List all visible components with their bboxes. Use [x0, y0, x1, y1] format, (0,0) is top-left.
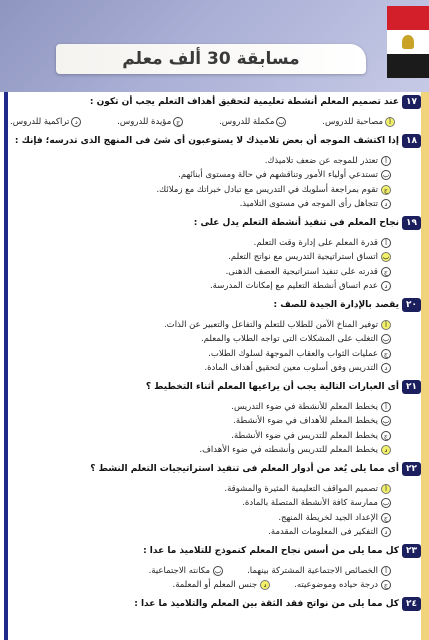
questions-list: [10, 95, 421, 640]
question-number: ٢٤: [402, 597, 421, 611]
option-b: ب التغلب على المشكلات التى تواجه الطلاب والمعلم.: [201, 334, 390, 344]
question-24: [10, 597, 421, 611]
option-c: ج مؤيدة للدروس.: [117, 115, 183, 130]
question-number: ٢٠: [402, 298, 421, 312]
question-text: ٢٣ كل مما يلى من أسس نجاح المعلم كنموذج للتلاميذ ما عدا :: [10, 544, 399, 558]
left-rail: [4, 92, 8, 640]
option-d: د تراكمية للدروس.: [10, 115, 81, 130]
option-c: ج عمليات الثواب والعقاب الموجهة لسلوك الطلاب.: [10, 347, 391, 362]
option-a: أ الخصائص الاجتماعية المشتركة بينهما.: [247, 564, 391, 579]
question-19: [10, 216, 421, 294]
right-rail: [421, 92, 429, 640]
option-c: ج الإعداد الجيد لخريطة المنهج.: [10, 511, 391, 526]
question-number: ٢١: [402, 380, 421, 394]
option-d: د يخطط المعلم للتدريس وأنشطته في ضوء الأهداف.: [10, 443, 391, 458]
option-a: أ تعتذر للموجه عن ضعف تلاميذك.: [10, 154, 391, 169]
question-20: [10, 298, 421, 376]
question-18: [10, 134, 421, 212]
option-c: ج يخطط المعلم للتدريس في ضوء الأنشطة.: [10, 429, 391, 444]
option-d: د عدم اتساق أنشطة التعليم مع إمكانات المدرسة.: [10, 279, 391, 294]
question-number: ١٧: [402, 95, 421, 109]
question-21: [10, 380, 421, 458]
option-b: ب تستدعي أولياء الأمور وتناقشهم في حالة ومستوى أبنائهم.: [178, 170, 390, 180]
option-b: ب مكملة للدروس.: [219, 117, 285, 127]
question-text: ١٨ إذا اكتشف الموجه أن بعض تلاميذك لا يستوعبون أى شئ فى المنهج الذى تدرسه؛ فإنك :: [10, 134, 399, 148]
option-a: أ يخطط المعلم للأنشطة في ضوء التدريس.: [10, 400, 391, 415]
question-number: ١٨: [402, 134, 421, 148]
option-c: ج تقوم بمراجعة أسلوبك في التدريس مع تبادل خبراتك مع زملائك.: [10, 183, 391, 198]
option-d: د التفكير فى المعلومات المقدمة.: [10, 525, 391, 540]
option-a: أ قدرة المعلم على إدارة وقت التعلم.: [10, 236, 391, 251]
option-b: ب يخطط المعلم للأهداف في ضوء الأنشطة.: [233, 416, 390, 426]
option-c: ج قدرته على تنفيذ استراتيجية العصف الذهنى.: [10, 265, 391, 280]
question-text: ٢١ أى العبارات التالية يجب أن يراعيها المعلم أثناء التخطيط ؟: [10, 380, 399, 394]
page-title-banner: [56, 44, 366, 74]
question-text: ٢٠ يقصد بالإدارة الجيدة للصف :: [10, 298, 399, 312]
option-a: أ تصميم المواقف التعليمية المثيرة والمشوقة.: [10, 482, 391, 497]
option-c: ج درجة حياده وموضوعيته.: [294, 578, 391, 593]
option-b: ب ممارسة كافة الأنشطة المتصلة بالمادة.: [242, 498, 390, 508]
question-text: ١٩ نجاح المعلم فى تنفيذ أنشطة التعلم يدل على :: [10, 216, 399, 230]
question-text: ١٧ عند تصميم المعلم أنشطة تعليمية لتحقيق أهداف التعلم يجب أن تكون :: [10, 95, 399, 109]
option-a: أ توفير المناخ الآمن للطلاب للتعلم والتفاعل والتعبير عن الذات.: [10, 318, 391, 333]
option-b: ب مكانته الاجتماعية.: [148, 565, 222, 576]
question-number: ٢٣: [402, 544, 421, 558]
page-title: مسابقة 30 ألف معلم: [122, 49, 300, 69]
option-d: د تتجاهل رأى الموجه في مستوى التلاميذ.: [10, 197, 391, 212]
question-23: [10, 544, 421, 593]
question-22: [10, 462, 421, 540]
question-text: ٢٢ أى مما يلى يُعد من أدوار المعلم فى تنفيذ استراتيجيات التعلم النشط ؟: [10, 462, 399, 476]
question-number: ٢٢: [402, 462, 421, 476]
question-17: [10, 95, 421, 130]
option-b: ب اتساق استراتيجية التدريس مع نواتج التعلم.: [228, 252, 390, 262]
option-d: د جنس المعلم أو المعلمة.: [173, 578, 271, 593]
egypt-flag-icon: [387, 6, 429, 78]
question-text: ٢٤ كل مما يلى من نواتج فقد الثقة بين المعلم والتلاميذ ما عدا :: [10, 597, 399, 611]
option-a: أ مصاحبة للدروس.: [322, 115, 395, 130]
option-d: د التدريس وفق أسلوب معين لتحقيق أهداف المادة.: [10, 361, 391, 376]
question-number: ١٩: [402, 216, 421, 230]
